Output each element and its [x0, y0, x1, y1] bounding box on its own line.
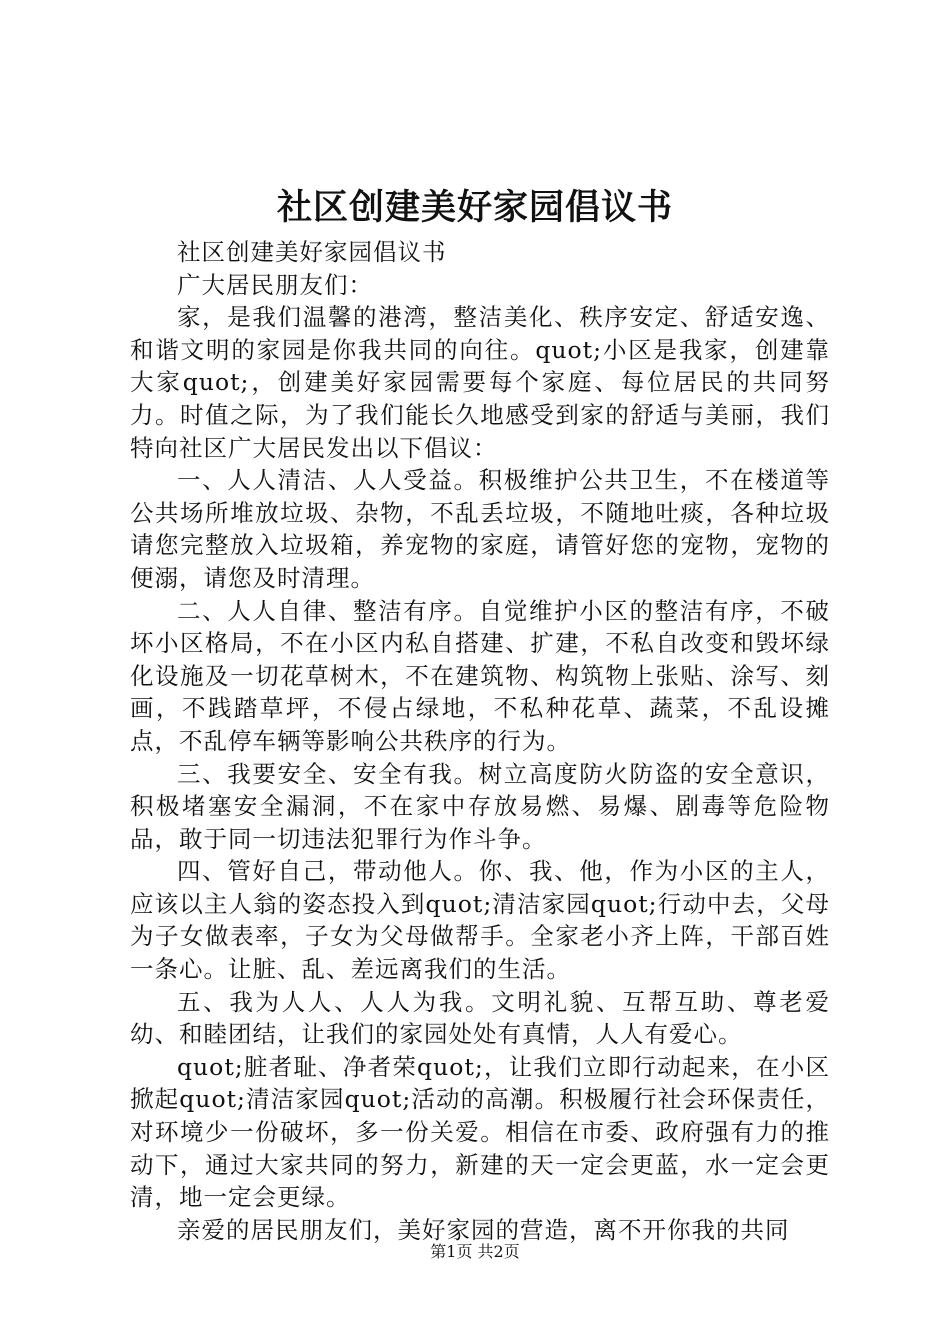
- body-paragraph: quot;脏者耻、净者荣quot;，让我们立即行动起来，在小区掀起quot;清洁家园quot;活动的高潮。积极履行社会环保责任，对环境少一份破坏，多一份关爱。相信在市委、政府强有力的推动下，通过大家共同的努力，新建的天一定会更蓝，水一定会更清，地一定会更绿。: [130, 1052, 830, 1212]
- body-paragraph: 四、管好自己，带动他人。你、我、他，作为小区的主人，应该以主人翁的姿态投入到quot;清洁家园quot;行动中去，父母为子女做表率，子女为父母做帮手。全家老小齐上阵，干部百姓一条心。让脏、乱、差远离我们的生活。: [130, 857, 830, 984]
- body-paragraph: 亲爱的居民朋友们，美好家园的营造，离不开你我的共同: [177, 1215, 790, 1244]
- document-title: 社区创建美好家园倡议书: [276, 187, 673, 228]
- body-paragraph: 家，是我们温馨的港湾，整洁美化、秩序安定、舒适安逸、和谐文明的家园是你我共同的向往。quot;小区是我家，创建靠大家quot;，创建美好家园需要每个家庭、每位居民的共同努力。时值之际，为了我们能长久地感受到家的舒适与美丽，我们特向社区广大居民发出以下倡议：: [130, 303, 830, 462]
- page-number-footer: 第1页 共2页: [430, 1242, 520, 1261]
- body-paragraph: 二、人人自律、整洁有序。自觉维护小区的整洁有序，不破坏小区格局，不在小区内私自搭建、扩建，不私自改变和毁坏绿化设施及一切花草树木，不在建筑物、构筑物上张贴、涂写、刻画，不践踏草坪，不侵占绿地，不私种花草、蔬菜，不乱设摊点，不乱停车辆等影响公共秩序的行为。: [130, 596, 830, 755]
- body-paragraph: 一、人人清洁、人人受益。积极维护公共卫生，不在楼道等公共场所堆放垃圾、杂物，不乱丢垃圾，不随地吐痰，各种垃圾请您完整放入垃圾箱，养宠物的家庭，请管好您的宠物，宠物的便溺，请您及时清理。: [130, 466, 830, 592]
- body-paragraph: 广大居民朋友们：: [177, 270, 373, 299]
- document-body: [130, 236, 830, 1246]
- body-paragraph: 社区创建美好家园倡议书: [177, 238, 447, 266]
- body-paragraph: 五、我为人人、人人为我。文明礼貌、互帮互助、尊老爱幼、和睦团结，让我们的家园处处有真情，人人有爱心。: [130, 987, 830, 1049]
- body-paragraph: 三、我要安全、安全有我。树立高度防火防盗的安全意识，积极堵塞安全漏洞，不在家中存放易燃、易爆、剧毒等危险物品，敢于同一切违法犯罪行为作斗争。: [130, 759, 830, 853]
